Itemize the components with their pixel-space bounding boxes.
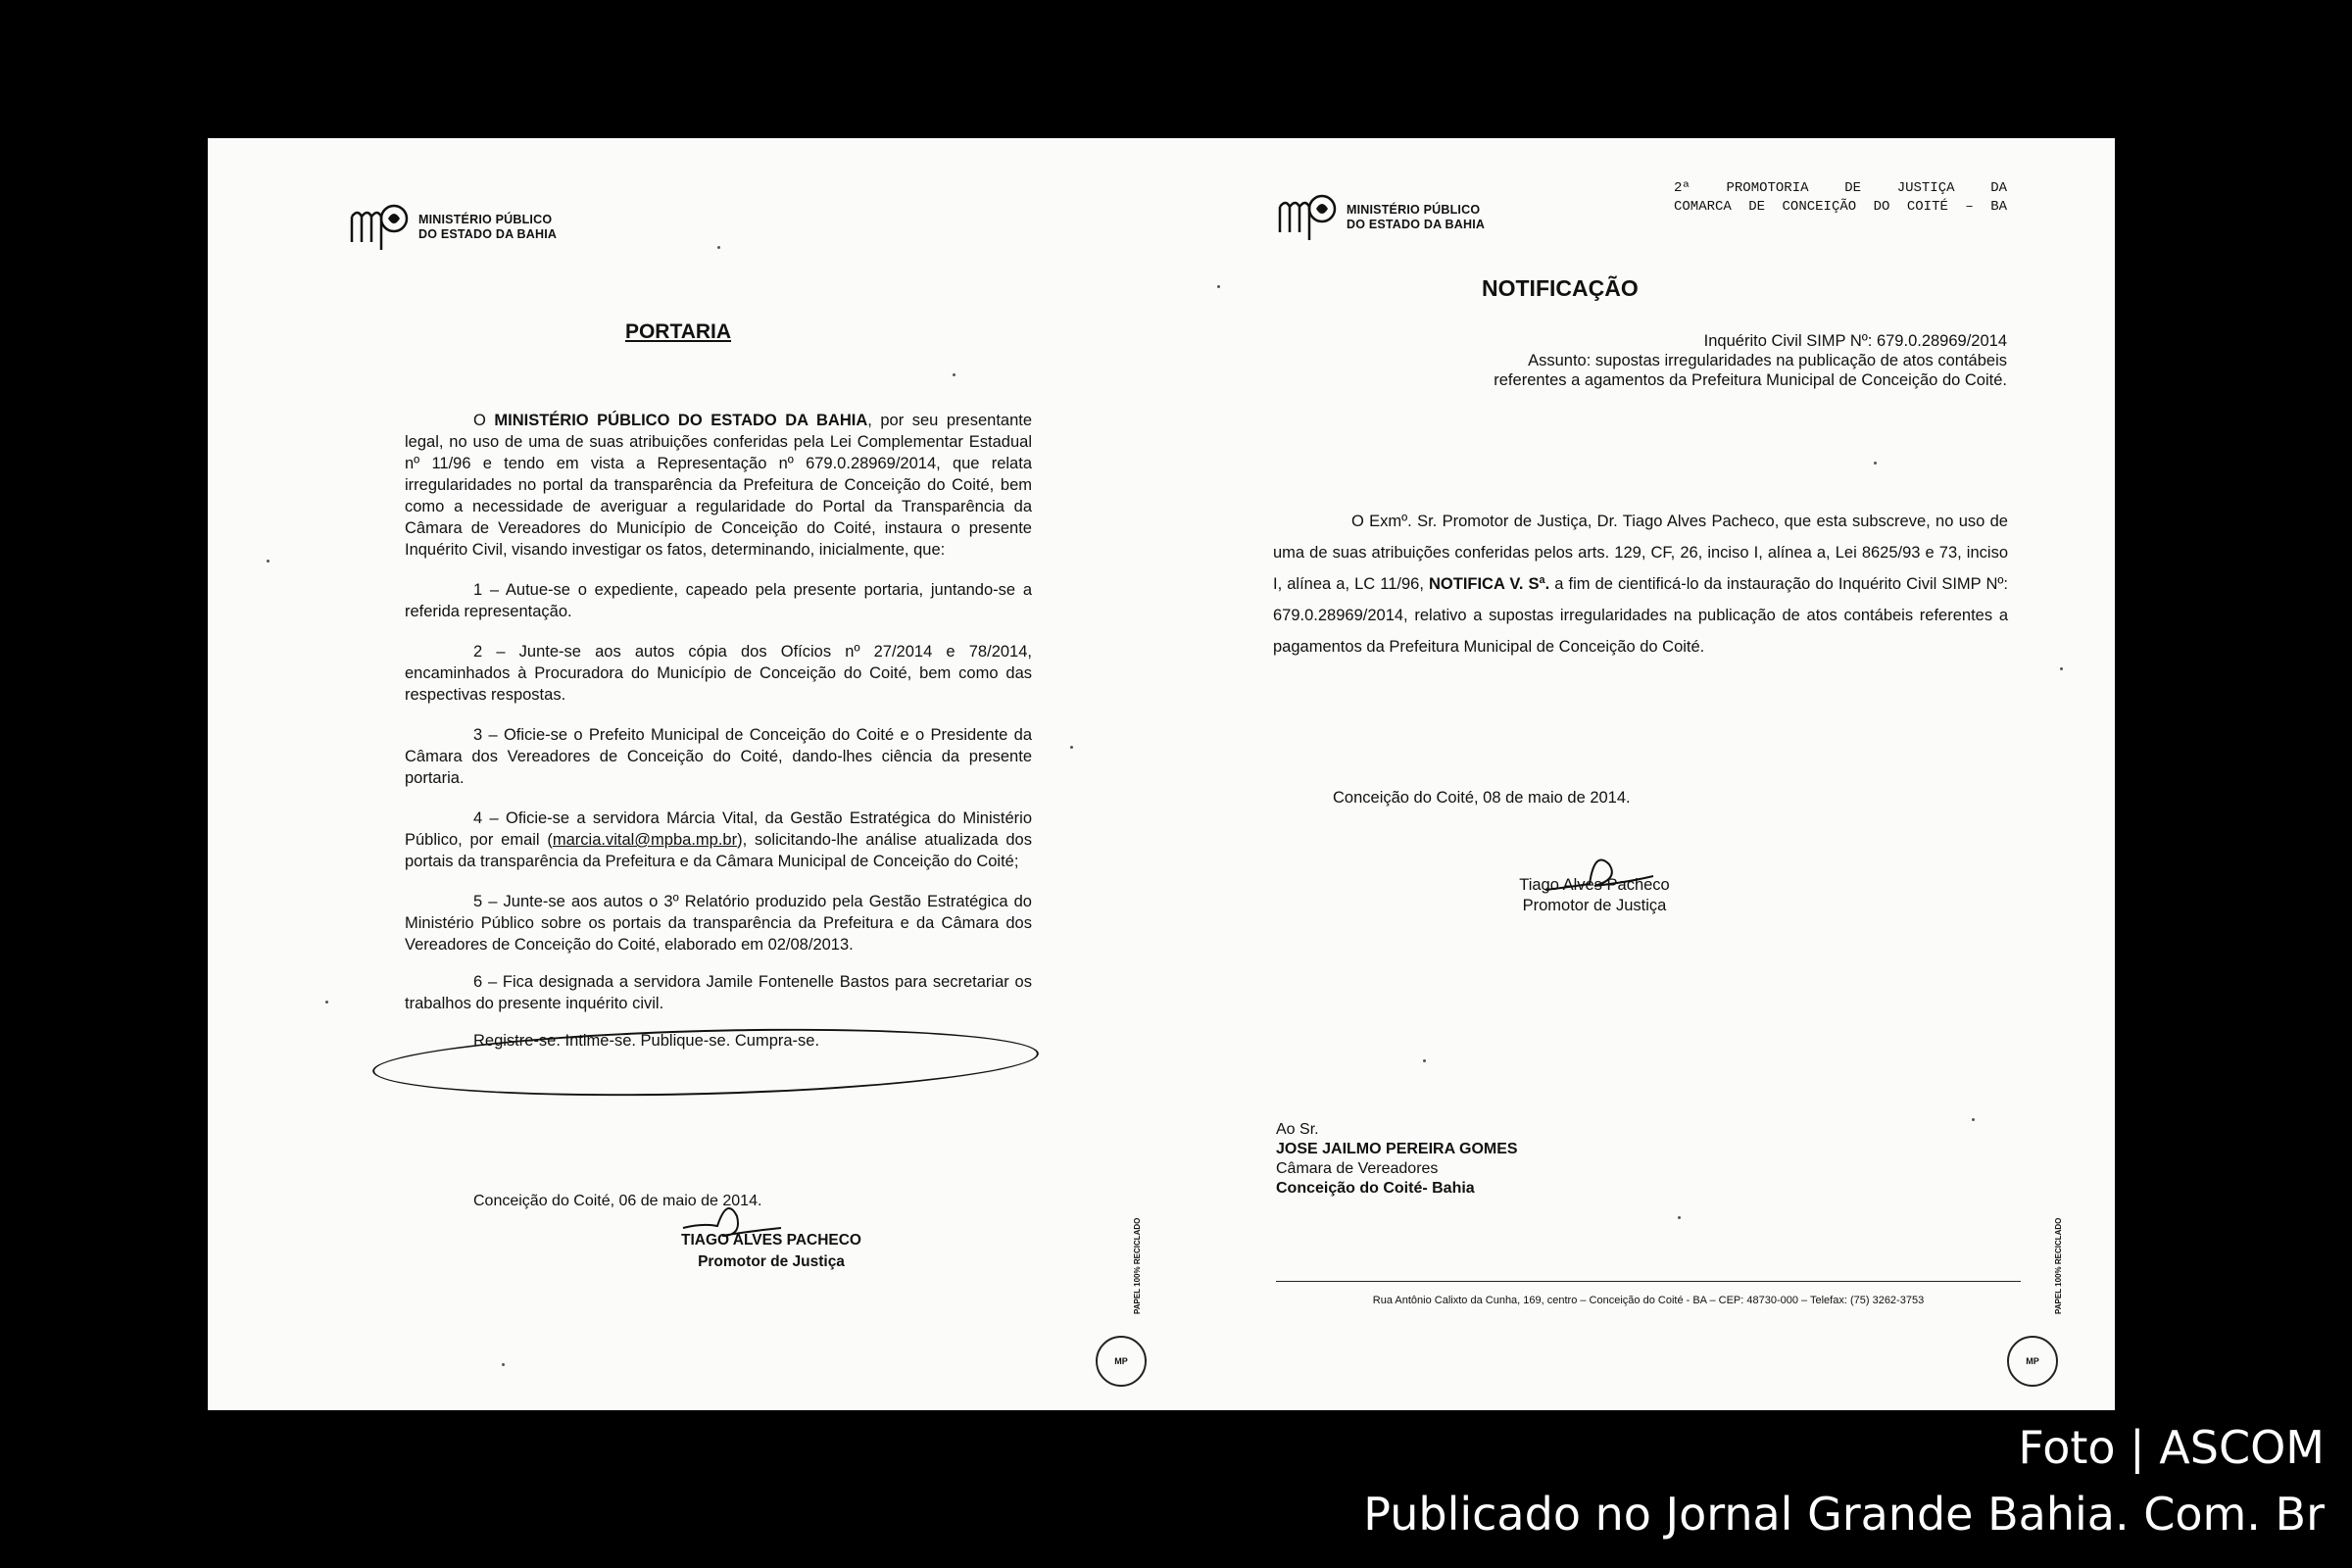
page-title: PORTARIA <box>624 320 732 343</box>
footer-address: Rua Antônio Calixto da Cunha, 169, centro – Conceição do Coité - BA – CEP: 48730-000 – Telefax: (75) 3262-3753 <box>1372 1295 1925 1306</box>
recycle-label: MP <box>1114 1356 1128 1366</box>
portaria-page <box>208 138 1149 1410</box>
left-signature-scribble <box>678 1189 786 1248</box>
promotoria-header <box>1674 179 2007 217</box>
logo-line-1: MINISTÉRIO PÚBLICO <box>418 213 553 226</box>
photo-credit: Foto | ASCOM <box>2018 1421 2325 1474</box>
scan-speck <box>1070 746 1073 749</box>
item-1: 1 – Autue-se o expediente, capeado pela presente portaria, juntando-se a referida representação. <box>405 581 1032 620</box>
intro-bold: MINISTÉRIO PÚBLICO DO ESTADO DA BAHIA <box>494 412 868 429</box>
scan-speck <box>1423 1059 1426 1062</box>
scan-speck <box>1217 285 1220 288</box>
closing-line: Registre-se. Intime-se. Publique-se. Cumpra-se. <box>473 1032 820 1050</box>
scan-speck <box>953 373 956 376</box>
scan-speck <box>267 560 270 563</box>
scanned-document <box>208 138 2115 1410</box>
right-signer-name: Tiago Alves Pacheco <box>1519 876 1670 894</box>
reference-block <box>1494 331 2007 390</box>
to-city: Conceição do Coité- Bahia <box>1276 1180 1475 1197</box>
recycled-paper-note: PAPEL 100% RECICLADO <box>1133 1217 1142 1314</box>
mp-logo-icon <box>348 197 413 258</box>
intro-paragraph <box>405 410 1032 561</box>
scan-speck <box>2060 667 2063 670</box>
to-label: Ao Sr. <box>1276 1121 1319 1138</box>
ref-line-1: Inquérito Civil SIMP Nº: 679.0.28969/2014 <box>1703 332 2007 350</box>
left-signer-name: TIAGO ALVES PACHECO <box>680 1232 861 1249</box>
item-3: 3 – Oficie-se o Prefeito Municipal de Conceição do Coité e o Presidente da Câmara dos Vereadores de Conceição do Coité, dando-lhes ciência da presente portaria. <box>405 726 1032 787</box>
left-signer-role: Promotor de Justiça <box>698 1253 845 1270</box>
right-signer-role: Promotor de Justiça <box>1522 897 1667 914</box>
right-signature-scribble <box>1541 846 1658 905</box>
item-2: 2 – Junte-se aos autos cópia dos Ofícios nº 27/2014 e 78/2014, encaminhados à Procuradora do Município de Conceição do Coité, bem como das respectivas respostas. <box>405 643 1032 704</box>
body-bold: NOTIFICA V. Sª. <box>1428 575 1550 593</box>
intro-rest: , por seu presentante legal, no uso de uma de suas atribuições conferidas pela Lei Complementar Estadual nº 11/96 e tendo em vista a Representação nº 679.0.28969/2014, que relata irregularidades no portal da transparência da Prefeitura de Conceição do Coité, bem como a necessidade de averiguar a regularidade do Portal da Transparência da Câmara de Vereadores do Município de Conceição do Coité, instaura o presente Inquérito Civil, visando investigar os fatos, determinando, inicialmente, que: <box>405 412 1033 559</box>
item-4-b: ), solicitando-lhe análise atualizada dos portais da transparência da Prefeitura e da Câmara Municipal de Conceição do Coité; <box>405 831 1032 870</box>
item-4-a: 4 – Oficie-se a servidora Márcia Vital, da Gestão Estratégica do Ministério Público, por email ( <box>405 809 1032 849</box>
notification-paragraph <box>1273 506 2008 662</box>
page-title: NOTIFICAÇÃO <box>1482 275 1639 301</box>
recycle-seal <box>1096 1336 1147 1387</box>
ref-line-2: Assunto: supostas irregularidades na publicação de atos contábeis <box>1528 352 2007 369</box>
item-5: 5 – Junte-se aos autos o 3º Relatório produzido pela Gestão Estratégica do Ministério Público sobre os portais da transparência da Prefeitura e da Câmara dos Vereadores de Conceição do Coité, elaborado em 02/08/2013. <box>405 893 1032 954</box>
publication-credit: Publicado no Jornal Grande Bahia. Com. Br <box>1363 1488 2325 1541</box>
notificacao-page <box>1168 138 2115 1410</box>
recycle-seal <box>2007 1336 2058 1387</box>
scan-speck <box>1678 1216 1681 1219</box>
mp-logo <box>1276 187 1485 248</box>
email-link[interactable]: marcia.vital@mpba.mp.br <box>552 831 738 849</box>
addressee-block <box>1276 1120 1518 1199</box>
item-6: 6 – Fica designada a servidora Jamile Fontenelle Bastos para secretariar os trabalhos do presente inquérito civil. <box>405 973 1032 1012</box>
right-date: Conceição do Coité, 08 de maio de 2014. <box>1333 789 1631 807</box>
intro-prefix: O <box>473 412 495 429</box>
item-4 <box>405 808 1032 872</box>
left-date: Conceição do Coité, 06 de maio de 2014. <box>473 1193 762 1209</box>
logo-line-2: DO ESTADO DA BAHIA <box>1347 218 1486 231</box>
notificacao-body <box>1273 506 2008 662</box>
scan-speck <box>325 1001 328 1004</box>
logo-line-2: DO ESTADO DA BAHIA <box>418 227 558 241</box>
logo-text <box>418 213 557 242</box>
scan-speck <box>502 1363 505 1366</box>
logo-line-1: MINISTÉRIO PÚBLICO <box>1347 203 1481 217</box>
header-line-1: 2ª PROMOTORIA DE JUSTIÇA DA <box>1674 180 2007 196</box>
scan-speck <box>717 246 720 249</box>
logo-text <box>1347 203 1485 232</box>
header-line-2: COMARCA DE CONCEIÇÃO DO COITÉ – BA <box>1674 199 2007 215</box>
to-name: JOSE JAILMO PEREIRA GOMES <box>1276 1141 1518 1157</box>
scan-speck <box>1972 1118 1975 1121</box>
body-a: O Exmº. Sr. Promotor de Justiça, Dr. Tiago Alves Pacheco, que esta subscreve, no uso de uma de suas atribuições conferidas pelos arts. 129, CF, 26, inciso I, alínea a, Lei 8625/93 e 73, inciso I, alínea a, LC 11/96, <box>1273 513 2008 593</box>
to-org: Câmara de Vereadores <box>1276 1160 1439 1177</box>
footer-divider <box>1276 1281 2021 1282</box>
mp-logo <box>348 197 557 258</box>
portaria-body <box>405 410 1032 1052</box>
scan-speck <box>1874 462 1877 465</box>
mp-logo-icon <box>1276 187 1341 248</box>
recycle-label: MP <box>2026 1356 2039 1366</box>
body-b: a fim de cientificá-lo da instauração do Inquérito Civil SIMP Nº: 679.0.28969/2014, relativo a supostas irregularidades na publicação de atos contábeis referentes a pagamentos da Prefeitura Municipal de Conceição do Coité. <box>1273 575 2008 656</box>
ref-line-3: referentes a agamentos da Prefeitura Municipal de Conceição do Coité. <box>1494 371 2007 389</box>
recycled-paper-note: PAPEL 100% RECICLADO <box>2054 1217 2063 1314</box>
